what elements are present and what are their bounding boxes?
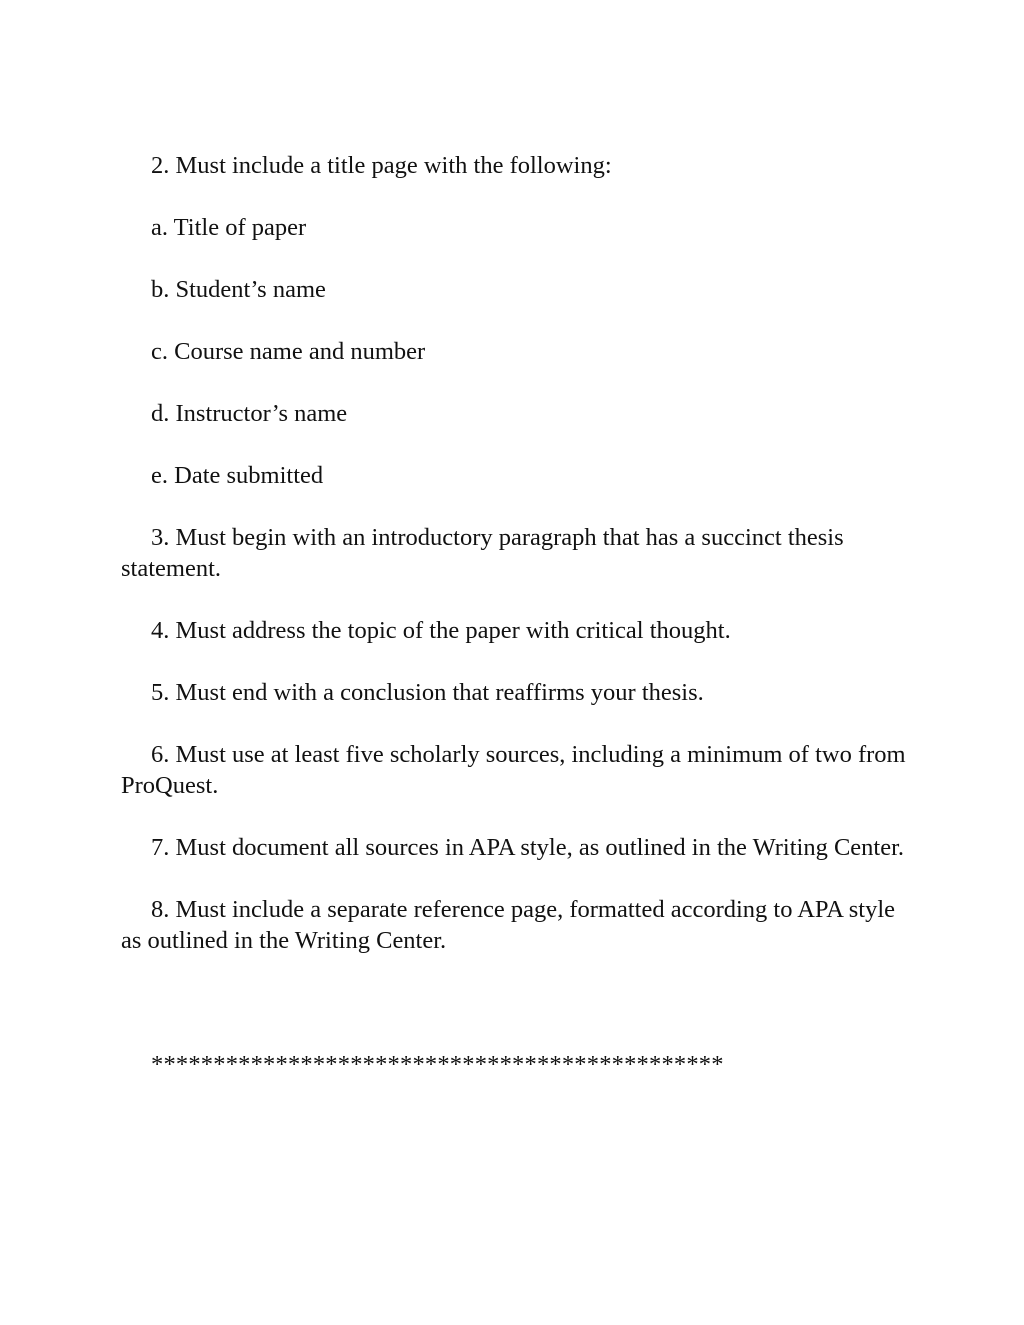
title-page-item-b: b. Student’s name bbox=[151, 276, 326, 303]
title-page-item-a: a. Title of paper bbox=[151, 214, 307, 241]
asterisk-separator: ********************************************** bbox=[151, 1051, 724, 1078]
document-body bbox=[121, 150, 911, 1105]
requirement-item-8: 8. Must include a separate reference page, formatted according to APA style as outlined in the Writing Center. bbox=[121, 896, 896, 954]
requirement-item-4: 4. Must address the topic of the paper with critical thought. bbox=[151, 617, 731, 644]
title-page-item-c: c. Course name and number bbox=[151, 338, 426, 365]
requirement-item-7: 7. Must document all sources in APA style, as outlined in the Writing Center. bbox=[151, 834, 905, 861]
title-page-item-e: e. Date submitted bbox=[151, 462, 324, 489]
requirement-item-5: 5. Must end with a conclusion that reaffirms your thesis. bbox=[151, 679, 704, 706]
requirement-item-3: 3. Must begin with an introductory paragraph that has a succinct thesis statement. bbox=[121, 524, 844, 582]
title-page-item-d: d. Instructor’s name bbox=[151, 400, 348, 427]
requirement-item-6: 6. Must use at least five scholarly sources, including a minimum of two from ProQuest. bbox=[121, 741, 906, 799]
requirement-item-2: 2. Must include a title page with the following: bbox=[151, 152, 612, 179]
